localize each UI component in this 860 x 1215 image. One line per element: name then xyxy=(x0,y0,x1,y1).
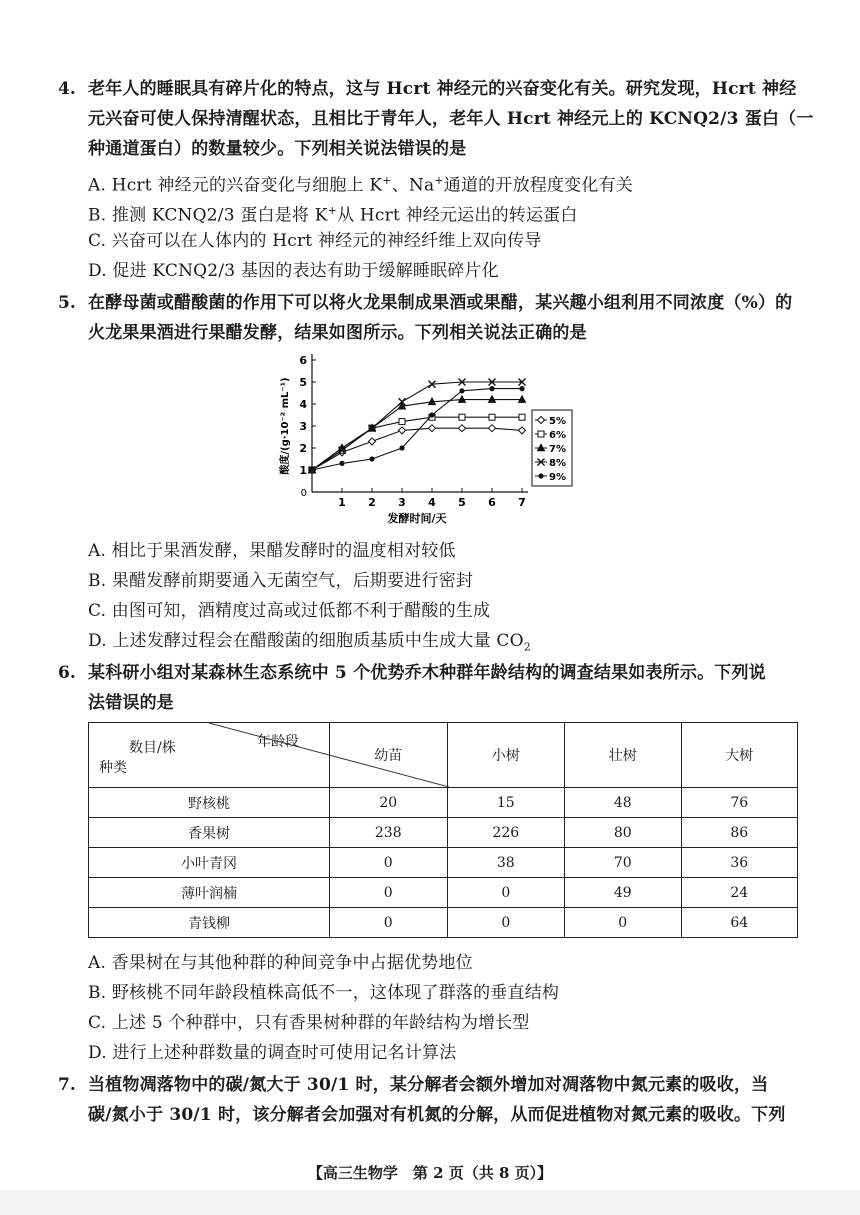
q6-option-b: B. 野核桃不同年龄段植株高低不一，这体现了群落的垂直结构 xyxy=(88,983,560,1003)
q5-option-d-text: D. 上述发酵过程会在醋酸菌的细胞质基质中生成大量 CO xyxy=(88,631,524,651)
series-2-point xyxy=(459,414,465,420)
x-tick-label: 2 xyxy=(368,496,376,509)
x-tick-label: 1 xyxy=(338,496,346,509)
table-cell: 38 xyxy=(447,848,565,878)
series-1-point xyxy=(459,425,466,432)
q4-option-a-sup-2: + xyxy=(434,174,444,187)
q7-stem-line-2: 碳/氮小于 30/1 时，该分解者会加强对有机氮的分解，从而促进植物对氮元素的吸收。下列 xyxy=(88,1105,786,1125)
legend-label: 9% xyxy=(549,472,566,483)
x-axis-label: 发酵时间/天 xyxy=(387,512,447,525)
table-row xyxy=(89,788,798,818)
table-cell: 20 xyxy=(330,788,448,818)
table-cell: 0 xyxy=(565,908,681,938)
series-5-point xyxy=(369,456,374,461)
x-tick-label: 7 xyxy=(518,496,526,509)
q4-option-a-text-1: A. Hcrt 神经元的兴奋变化与细胞上 K xyxy=(88,175,383,196)
q4-stem-line-1: 老年人的睡眠具有碎片化的特点，这与 Hcrt 神经元的兴奋变化有关。研究发现，Hcrt 神经 xyxy=(88,79,797,99)
series-5-point xyxy=(429,412,434,417)
series-2-point xyxy=(489,414,495,420)
x-tick-label: 4 xyxy=(428,496,436,509)
q4-option-a xyxy=(88,170,633,197)
table-corner-cell xyxy=(89,723,330,788)
q4-option-a-text-2: 、Na xyxy=(391,175,435,196)
x-tick-label: 3 xyxy=(398,496,406,509)
q6-option-a: A. 香果树在与其他种群的种间竞争中占据优势地位 xyxy=(88,953,473,973)
table-header-cell: 幼苗 xyxy=(330,723,448,788)
x-tick-label: 6 xyxy=(488,496,496,509)
table-cell: 238 xyxy=(330,818,448,848)
q5-option-a: A. 相比于果酒发酵，果醋发酵时的温度相对较低 xyxy=(88,541,456,561)
q5-option-d-sub: 2 xyxy=(523,640,531,654)
series-1-point xyxy=(489,425,496,432)
q4-option-b-sup: + xyxy=(327,204,338,217)
series-5-point xyxy=(489,386,494,391)
table-header-cell: 壮树 xyxy=(565,723,681,788)
q5-option-c: C. 由图可知，酒精度过高或过低都不利于醋酸的生成 xyxy=(88,601,491,621)
y-tick-label: 5 xyxy=(299,376,307,389)
y-tick-label: 6 xyxy=(299,354,307,367)
table-row xyxy=(89,848,798,878)
table-row xyxy=(89,878,798,908)
q5-option-b: B. 果醋发酵前期要通入无菌空气，后期要进行密封 xyxy=(88,571,474,591)
series-1-point xyxy=(429,425,436,432)
q7-number: 7. xyxy=(58,1075,76,1095)
table-cell: 80 xyxy=(565,818,681,848)
q5-stem-line-1: 在酵母菌或醋酸菌的作用下可以将火龙果制成果酒或果醋，某兴趣小组利用不同浓度（%）的 xyxy=(88,293,793,313)
species-name: 香果树 xyxy=(89,818,330,848)
q4-number: 4. xyxy=(58,79,76,99)
table-cell: 0 xyxy=(447,908,565,938)
q5-option-d xyxy=(88,630,531,658)
chart-svg xyxy=(270,340,590,530)
table-cell: 49 xyxy=(565,878,681,908)
table-cell: 0 xyxy=(330,908,448,938)
table-cell: 226 xyxy=(447,818,565,848)
legend-label: 6% xyxy=(549,430,566,441)
legend-label: 8% xyxy=(549,458,566,469)
acidity-line-chart xyxy=(270,340,590,530)
q4-option-c: C. 兴奋可以在人体内的 Hcrt 神经元的神经纤维上双向传导 xyxy=(88,231,542,251)
legend-marker xyxy=(538,431,544,437)
table-cell: 48 xyxy=(565,788,681,818)
q6-number: 6. xyxy=(58,663,76,683)
x-tick-label: 5 xyxy=(458,496,466,509)
table-cell: 36 xyxy=(681,848,798,878)
legend-label: 7% xyxy=(549,444,566,455)
series-5-point xyxy=(459,388,464,393)
q4-stem-line-2: 元兴奋可使人保持清醒状态，且相比于青年人，老年人 Hcrt 神经元上的 KCNQ2/3 蛋白（一 xyxy=(88,109,814,129)
y-axis-label: 酸度/(g·10⁻² mL⁻¹) xyxy=(280,377,291,475)
age-structure-table xyxy=(88,722,798,938)
series-2-point xyxy=(399,419,405,425)
table-row xyxy=(89,818,798,848)
table-cell: 76 xyxy=(681,788,798,818)
y-tick-label: 2 xyxy=(299,442,307,455)
series-line-3 xyxy=(312,400,522,470)
q6-stem-line-2: 法错误的是 xyxy=(88,693,174,713)
table-cell: 0 xyxy=(330,848,448,878)
table-cell: 15 xyxy=(447,788,565,818)
q4-option-b xyxy=(88,200,578,227)
corner-label-species: 种类 xyxy=(99,760,127,776)
corner-label-count: 数目/株 xyxy=(129,740,176,756)
page-footer: 【高三生物学 第 2 页（共 8 页）】 xyxy=(307,1164,553,1182)
y-tick-label: 1 xyxy=(299,464,307,477)
q5-stem-line-2: 火龙果果酒进行果醋发酵，结果如图所示。下列相关说法正确的是 xyxy=(88,323,587,343)
series-5-point xyxy=(519,386,524,391)
q4-option-a-sup-1: + xyxy=(382,174,392,187)
y-tick-label: 3 xyxy=(299,420,307,433)
q6-stem-line-1: 某科研小组对某森林生态系统中 5 个优势乔木种群年龄结构的调查结果如表所示。下列说 xyxy=(88,663,766,683)
legend-label: 5% xyxy=(549,416,566,427)
q6-option-c: C. 上述 5 个种群中，只有香果树种群的年龄结构为增长型 xyxy=(88,1013,530,1033)
q4-option-a-text-3: 通道的开放程度变化有关 xyxy=(443,175,633,196)
origin-label: 0 xyxy=(300,488,307,499)
series-1-point xyxy=(519,427,526,434)
series-5-point xyxy=(309,467,314,472)
table-row xyxy=(89,908,798,938)
table-cell: 86 xyxy=(681,818,798,848)
q6-option-d: D. 进行上述种群数量的调查时可使用记名计算法 xyxy=(88,1043,457,1063)
species-name: 青钱柳 xyxy=(89,908,330,938)
table-header-cell: 大树 xyxy=(681,723,798,788)
table-cell: 24 xyxy=(681,878,798,908)
q7-stem-line-1: 当植物凋落物中的碳/氮大于 30/1 时，某分解者会额外增加对凋落物中氮元素的吸收，当 xyxy=(88,1075,769,1095)
species-name: 小叶青冈 xyxy=(89,848,330,878)
q4-option-b-text-2: 从 Hcrt 神经元运出的转运蛋白 xyxy=(337,205,578,226)
corner-label-age: 年龄段 xyxy=(257,734,299,750)
table-cell: 0 xyxy=(330,878,448,908)
scan-bottom-strip xyxy=(0,1190,860,1215)
table-cell: 70 xyxy=(565,848,681,878)
table-header-cell: 小树 xyxy=(447,723,565,788)
series-2-point xyxy=(519,414,525,420)
species-name: 薄叶润楠 xyxy=(89,878,330,908)
series-1-point xyxy=(369,438,376,445)
series-5-point xyxy=(399,445,404,450)
series-5-point xyxy=(339,461,344,466)
table-cell: 0 xyxy=(447,878,565,908)
table-header-row xyxy=(89,723,798,788)
legend-marker xyxy=(538,473,543,478)
species-name: 野核桃 xyxy=(89,788,330,818)
q4-stem-line-3: 种通道蛋白）的数量较少。下列相关说法错误的是 xyxy=(88,139,467,159)
q4-option-d: D. 促进 KCNQ2/3 基因的表达有助于缓解睡眠碎片化 xyxy=(88,261,499,281)
q5-number: 5. xyxy=(58,293,76,313)
table-cell: 64 xyxy=(681,908,798,938)
series-1-point xyxy=(399,427,406,434)
q4-option-b-text-1: B. 推测 KCNQ2/3 蛋白是将 K xyxy=(88,205,328,226)
y-tick-label: 4 xyxy=(299,398,307,411)
